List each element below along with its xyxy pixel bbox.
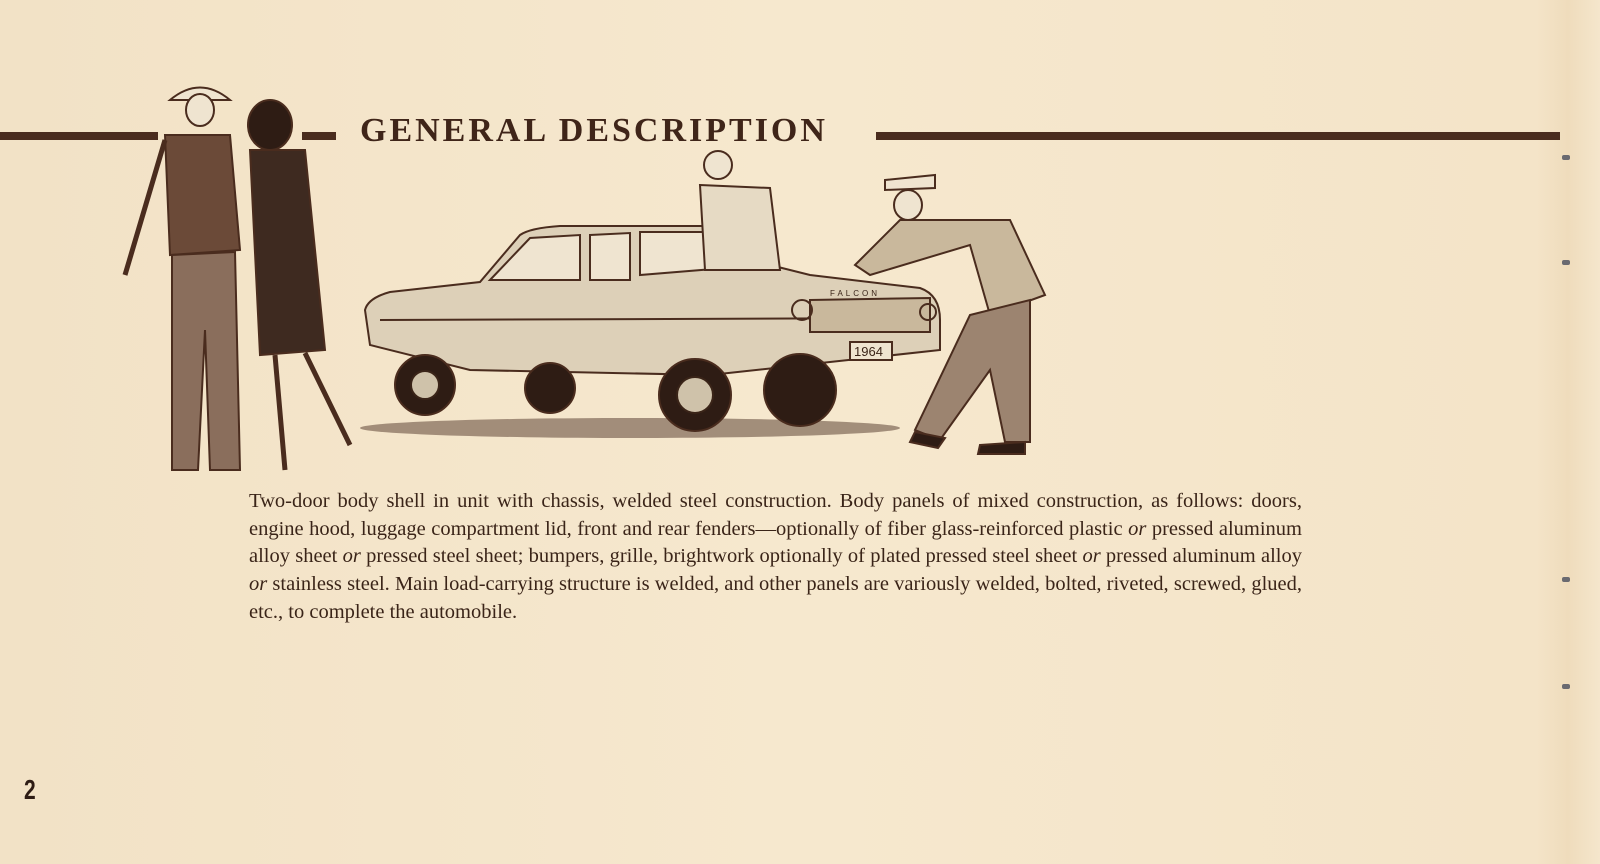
body-text-segment: Two-door body shell in unit with chassis, welded steel construction. Body panels of mixed construction, as follows: doors, engine hood, luggage compartment lid, front and rear fenders—optionally of fiber glass-reinforced plastic [249,490,1302,540]
svg-text:FALCON: FALCON [830,289,881,298]
body-text-segment: pressed aluminum alloy [1100,545,1302,568]
binding-mark [1562,577,1570,582]
body-text-segment: stainless steel. Main load-carrying structure is welded, and other panels are variously welded, bolted, riveted, screwed, glued, etc., to complete the automobile. [249,573,1302,623]
description-paragraph [249,488,1302,627]
binding-mark [1562,155,1570,160]
body-text-emphasis: or [249,573,268,596]
binding-mark [1562,684,1570,689]
body-text-emphasis: or [1128,517,1147,540]
page-title: GENERAL DESCRIPTION [360,112,828,149]
car-and-people-illustration [110,70,1060,490]
binding-mark [1562,260,1570,265]
body-text-emphasis: or [342,545,361,568]
body-text-segment: pressed aluminum alloy sheet [249,517,1302,568]
body-text-segment: pressed steel sheet; bumpers, grille, brightwork optionally of plated pressed steel sheet [360,545,1083,568]
page-number: 2 [24,774,36,805]
body-text-emphasis: or [1082,545,1101,568]
svg-text:1964: 1964 [854,344,883,359]
